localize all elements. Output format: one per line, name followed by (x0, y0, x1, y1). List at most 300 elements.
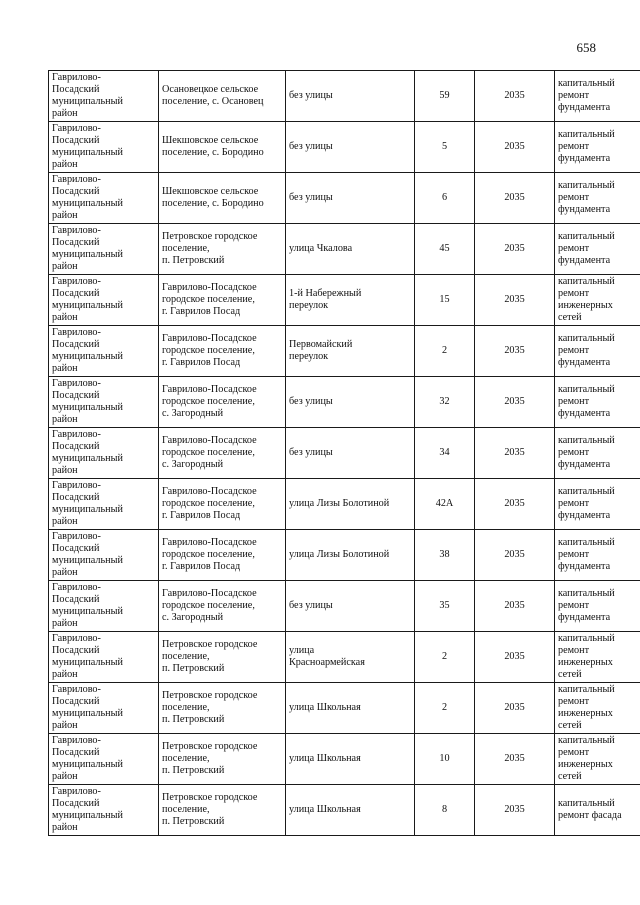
street-cell-line: без улицы (289, 192, 333, 203)
district-cell-line: Гаврилово- (52, 72, 101, 83)
settlement-cell-line: с. Загородный (162, 408, 224, 419)
street-cell (286, 734, 415, 785)
house-number-cell-text: 32 (439, 396, 450, 407)
district-cell-line: Посадский (52, 186, 100, 197)
district-cell-line: Посадский (52, 84, 100, 95)
street-cell-line: переулок (289, 351, 329, 362)
work-type-cell-line: капитальный (558, 798, 615, 809)
district-cell-line: Посадский (52, 441, 100, 452)
work-type-cell-line: капитальный (558, 231, 615, 242)
district-cell-line: Посадский (52, 288, 100, 299)
settlement-cell-line: Гаврилово-Посадское (162, 384, 257, 395)
work-type-cell (555, 122, 640, 173)
district-cell-line: район (52, 159, 78, 170)
house-number-cell-text: 38 (439, 549, 450, 560)
district-cell-line: район (52, 669, 78, 680)
street-cell-line: улица Лизы Болотиной (289, 498, 390, 509)
district-cell-line: Посадский (52, 237, 100, 248)
district-cell (49, 173, 159, 224)
year-cell (475, 224, 555, 275)
work-type-cell-line: сетей (558, 771, 582, 782)
work-type-cell-line: фундамента (558, 204, 611, 215)
settlement-cell-line: городское поселение, (162, 345, 255, 356)
street-cell (286, 632, 415, 683)
table-row (49, 632, 640, 683)
work-type-cell (555, 428, 640, 479)
settlement-cell-line: поселение, (162, 243, 210, 254)
work-type-cell-line: фундамента (558, 153, 611, 164)
work-type-cell-line: ремонт (558, 345, 590, 356)
work-type-cell-line: капитальный (558, 633, 615, 644)
settlement-cell-line: городское поселение, (162, 294, 255, 305)
district-cell-line: район (52, 210, 78, 221)
work-type-cell-line: ремонт (558, 645, 590, 656)
settlement-cell-line: г. Гаврилов Посад (162, 357, 241, 368)
table-row (49, 71, 640, 122)
district-cell-line: район (52, 414, 78, 425)
year-cell-text: 2035 (504, 294, 525, 305)
work-type-cell-line: капитальный (558, 735, 615, 746)
year-cell (475, 173, 555, 224)
district-cell-line: Посадский (52, 696, 100, 707)
work-type-cell-line: ремонт (558, 396, 590, 407)
year-cell-text: 2035 (504, 600, 525, 611)
street-cell-line: без улицы (289, 90, 333, 101)
district-cell-line: муниципальный (52, 810, 123, 821)
settlement-cell (159, 275, 286, 326)
district-cell-line: Посадский (52, 339, 100, 350)
house-number-cell-text: 5 (441, 141, 448, 152)
house-number-cell-text: 15 (439, 294, 450, 305)
year-cell (475, 581, 555, 632)
work-type-cell-line: фундамента (558, 612, 611, 623)
work-type-cell-line: капитальный (558, 276, 615, 287)
district-cell (49, 581, 159, 632)
work-type-cell-line: капитальный (558, 537, 615, 548)
year-cell-text: 2035 (504, 141, 525, 152)
district-cell (49, 479, 159, 530)
house-number-cell (415, 71, 475, 122)
year-cell (475, 683, 555, 734)
work-type-cell-line: сетей (558, 720, 582, 731)
street-cell (286, 224, 415, 275)
work-type-cell (555, 224, 640, 275)
street-cell-line: 1-й Набережный (289, 288, 362, 299)
work-type-cell (555, 632, 640, 683)
settlement-cell-line: городское поселение, (162, 396, 255, 407)
district-cell (49, 224, 159, 275)
street-cell (286, 479, 415, 530)
table-row (49, 683, 640, 734)
street-cell-line: улица Школьная (289, 753, 361, 764)
work-type-cell-line: фундамента (558, 357, 611, 368)
district-cell (49, 122, 159, 173)
district-cell-line: муниципальный (52, 708, 123, 719)
work-type-cell (555, 479, 640, 530)
settlement-cell-line: Петровское городское (162, 741, 258, 752)
table-row (49, 734, 640, 785)
house-number-cell-text: 8 (441, 804, 448, 815)
street-cell (286, 785, 415, 836)
settlement-cell (159, 530, 286, 581)
district-cell-line: муниципальный (52, 249, 123, 260)
settlement-cell-line: городское поселение, (162, 549, 255, 560)
settlement-cell-line: с. Загородный (162, 459, 224, 470)
district-cell-line: муниципальный (52, 555, 123, 566)
settlement-cell-line: п. Петровский (162, 255, 225, 266)
work-type-cell-line: ремонт фасада (558, 810, 622, 821)
settlement-cell-line: Шекшовское сельское (162, 135, 259, 146)
house-number-cell (415, 377, 475, 428)
year-cell (475, 275, 555, 326)
work-type-cell-line: фундамента (558, 102, 611, 113)
district-cell-line: Гаврилово- (52, 378, 101, 389)
year-cell (475, 785, 555, 836)
work-type-cell-line: капитальный (558, 333, 615, 344)
street-cell (286, 683, 415, 734)
district-cell (49, 785, 159, 836)
work-type-cell-line: сетей (558, 312, 582, 323)
settlement-cell (159, 734, 286, 785)
district-cell-line: муниципальный (52, 351, 123, 362)
district-cell (49, 71, 159, 122)
work-type-cell-line: фундамента (558, 255, 611, 266)
district-cell-line: Гаврилово- (52, 582, 101, 593)
settlement-cell-line: Шекшовское сельское (162, 186, 259, 197)
work-type-cell (555, 173, 640, 224)
settlement-cell-line: Петровское городское (162, 690, 258, 701)
settlement-cell-line: п. Петровский (162, 714, 225, 725)
district-cell-line: Посадский (52, 594, 100, 605)
year-cell (475, 122, 555, 173)
repair-schedule-table (48, 70, 640, 836)
settlement-cell-line: Гаврилово-Посадское (162, 486, 257, 497)
table-row (49, 224, 640, 275)
district-cell-line: муниципальный (52, 453, 123, 464)
work-type-cell-line: ремонт (558, 141, 590, 152)
settlement-cell (159, 479, 286, 530)
settlement-cell (159, 581, 286, 632)
work-type-cell-line: ремонт (558, 243, 590, 254)
house-number-cell (415, 785, 475, 836)
year-cell-text: 2035 (504, 90, 525, 101)
settlement-cell-line: с. Загородный (162, 612, 224, 623)
district-cell-line: муниципальный (52, 504, 123, 515)
district-cell-line: Гаврилово- (52, 735, 101, 746)
settlement-cell-line: п. Петровский (162, 663, 225, 674)
street-cell (286, 173, 415, 224)
year-cell-text: 2035 (504, 804, 525, 815)
house-number-cell (415, 275, 475, 326)
work-type-cell-line: фундамента (558, 459, 611, 470)
district-cell-line: Гаврилово- (52, 225, 101, 236)
district-cell-line: район (52, 618, 78, 629)
district-cell (49, 428, 159, 479)
house-number-cell (415, 326, 475, 377)
table-row (49, 581, 640, 632)
street-cell (286, 530, 415, 581)
work-type-cell-line: ремонт (558, 747, 590, 758)
house-number-cell (415, 224, 475, 275)
year-cell-text: 2035 (504, 243, 525, 254)
settlement-cell-line: городское поселение, (162, 600, 255, 611)
table-row (49, 428, 640, 479)
district-cell-line: муниципальный (52, 759, 123, 770)
district-cell-line: муниципальный (52, 198, 123, 209)
work-type-cell-line: ремонт (558, 600, 590, 611)
district-cell (49, 683, 159, 734)
district-cell-line: район (52, 516, 78, 527)
house-number-cell (415, 581, 475, 632)
work-type-cell (555, 275, 640, 326)
work-type-cell-line: инженерных (558, 708, 613, 719)
settlement-cell-line: поселение, с. Бородино (162, 198, 264, 209)
settlement-cell-line: Гаврилово-Посадское (162, 435, 257, 446)
street-cell (286, 428, 415, 479)
house-number-cell (415, 479, 475, 530)
street-cell-line: улица Лизы Болотиной (289, 549, 390, 560)
work-type-cell-line: инженерных (558, 657, 613, 668)
house-number-cell (415, 632, 475, 683)
settlement-cell-line: Гаврилово-Посадское (162, 282, 257, 293)
district-cell-line: Гаврилово- (52, 684, 101, 695)
work-type-cell-line: фундамента (558, 561, 611, 572)
house-number-cell-text: 34 (439, 447, 450, 458)
work-type-cell-line: ремонт (558, 90, 590, 101)
work-type-cell-line: ремонт (558, 447, 590, 458)
year-cell (475, 377, 555, 428)
district-cell-line: район (52, 720, 78, 731)
settlement-cell-line: городское поселение, (162, 498, 255, 509)
house-number-cell-text: 42А (435, 498, 454, 509)
work-type-cell-line: капитальный (558, 588, 615, 599)
district-cell-line: Гаврилово- (52, 276, 101, 287)
year-cell-text: 2035 (504, 702, 525, 713)
house-number-cell (415, 734, 475, 785)
street-cell-line: улица (289, 645, 315, 656)
work-type-cell-line: фундамента (558, 408, 611, 419)
settlement-cell-line: г. Гаврилов Посад (162, 510, 241, 521)
work-type-cell (555, 683, 640, 734)
settlement-cell (159, 122, 286, 173)
table-row (49, 377, 640, 428)
year-cell (475, 632, 555, 683)
district-cell-line: Гаврилово- (52, 480, 101, 491)
year-cell (475, 734, 555, 785)
settlement-cell (159, 632, 286, 683)
settlement-cell-line: Петровское городское (162, 639, 258, 650)
house-number-cell-text: 6 (441, 192, 448, 203)
settlement-cell (159, 71, 286, 122)
district-cell-line: Гаврилово- (52, 429, 101, 440)
house-number-cell (415, 530, 475, 581)
street-cell-line: без улицы (289, 447, 333, 458)
work-type-cell (555, 377, 640, 428)
settlement-cell-line: Гаврилово-Посадское (162, 588, 257, 599)
house-number-cell (415, 428, 475, 479)
district-cell-line: Гаврилово- (52, 786, 101, 797)
year-cell (475, 71, 555, 122)
settlement-cell-line: г. Гаврилов Посад (162, 306, 241, 317)
year-cell-text: 2035 (504, 192, 525, 203)
table-row (49, 122, 640, 173)
street-cell-line: Красноармейская (289, 657, 365, 668)
house-number-cell-text: 2 (441, 651, 448, 662)
table-body (49, 71, 640, 836)
work-type-cell-line: капитальный (558, 180, 615, 191)
work-type-cell-line: сетей (558, 669, 582, 680)
district-cell-line: Посадский (52, 747, 100, 758)
settlement-cell (159, 326, 286, 377)
street-cell (286, 326, 415, 377)
settlement-cell-line: Петровское городское (162, 792, 258, 803)
settlement-cell (159, 785, 286, 836)
settlement-cell-line: поселение, с. Бородино (162, 147, 264, 158)
work-type-cell-line: инженерных (558, 759, 613, 770)
table-row (49, 173, 640, 224)
district-cell-line: Гаврилово- (52, 174, 101, 185)
street-cell (286, 275, 415, 326)
street-cell-line: улица Школьная (289, 804, 361, 815)
district-cell-line: муниципальный (52, 300, 123, 311)
work-type-cell-line: капитальный (558, 129, 615, 140)
district-cell (49, 734, 159, 785)
work-type-cell-line: капитальный (558, 684, 615, 695)
work-type-cell (555, 734, 640, 785)
year-cell (475, 326, 555, 377)
district-cell-line: район (52, 567, 78, 578)
settlement-cell-line: поселение, с. Осановец (162, 96, 264, 107)
district-cell-line: Посадский (52, 798, 100, 809)
settlement-cell (159, 377, 286, 428)
year-cell-text: 2035 (504, 396, 525, 407)
district-cell (49, 530, 159, 581)
district-cell-line: район (52, 465, 78, 476)
year-cell-text: 2035 (504, 447, 525, 458)
street-cell-line: улица Чкалова (289, 243, 353, 254)
street-cell-line: без улицы (289, 396, 333, 407)
settlement-cell-line: г. Гаврилов Посад (162, 561, 241, 572)
house-number-cell (415, 173, 475, 224)
street-cell-line: Первомайский (289, 339, 353, 350)
house-number-cell-text: 59 (439, 90, 450, 101)
street-cell (286, 71, 415, 122)
year-cell (475, 479, 555, 530)
year-cell-text: 2035 (504, 651, 525, 662)
house-number-cell-text: 10 (439, 753, 450, 764)
work-type-cell-line: ремонт (558, 549, 590, 560)
page-number: 658 (576, 40, 596, 55)
work-type-cell (555, 71, 640, 122)
district-cell-line: район (52, 312, 78, 323)
district-cell-line: Посадский (52, 645, 100, 656)
district-cell-line: Посадский (52, 492, 100, 503)
street-cell (286, 581, 415, 632)
table-row (49, 275, 640, 326)
year-cell-text: 2035 (504, 345, 525, 356)
district-cell-line: Посадский (52, 390, 100, 401)
work-type-cell-line: ремонт (558, 696, 590, 707)
settlement-cell (159, 224, 286, 275)
house-number-cell (415, 683, 475, 734)
work-type-cell-line: капитальный (558, 435, 615, 446)
house-number-cell (415, 122, 475, 173)
house-number-cell-text: 2 (441, 345, 448, 356)
settlement-cell (159, 428, 286, 479)
work-type-cell (555, 581, 640, 632)
district-cell (49, 275, 159, 326)
district-cell (49, 632, 159, 683)
table-row (49, 326, 640, 377)
settlement-cell (159, 173, 286, 224)
settlement-cell-line: Гаврилово-Посадское (162, 333, 257, 344)
district-cell (49, 326, 159, 377)
district-cell-line: муниципальный (52, 402, 123, 413)
district-cell-line: район (52, 363, 78, 374)
district-cell-line: муниципальный (52, 147, 123, 158)
year-cell (475, 530, 555, 581)
work-type-cell-line: ремонт (558, 498, 590, 509)
street-cell-line: переулок (289, 300, 329, 311)
work-type-cell-line: ремонт (558, 288, 590, 299)
district-cell-line: район (52, 771, 78, 782)
settlement-cell-line: поселение, (162, 804, 210, 815)
street-cell-line: без улицы (289, 141, 333, 152)
settlement-cell-line: поселение, (162, 702, 210, 713)
year-cell-text: 2035 (504, 753, 525, 764)
district-cell-line: район (52, 261, 78, 272)
year-cell-text: 2035 (504, 549, 525, 560)
settlement-cell-line: Осановецкое сельское (162, 84, 259, 95)
table-row (49, 530, 640, 581)
settlement-cell-line: поселение, (162, 651, 210, 662)
district-cell-line: Посадский (52, 543, 100, 554)
street-cell-line: улица Школьная (289, 702, 361, 713)
work-type-cell (555, 530, 640, 581)
year-cell (475, 428, 555, 479)
work-type-cell-line: капитальный (558, 384, 615, 395)
settlement-cell-line: п. Петровский (162, 765, 225, 776)
district-cell (49, 377, 159, 428)
work-type-cell-line: инженерных (558, 300, 613, 311)
work-type-cell-line: фундамента (558, 510, 611, 521)
district-cell-line: Гаврилово- (52, 123, 101, 134)
street-cell-line: без улицы (289, 600, 333, 611)
settlement-cell-line: Петровское городское (162, 231, 258, 242)
settlement-cell (159, 683, 286, 734)
house-number-cell-text: 2 (441, 702, 448, 713)
district-cell-line: Гаврилово- (52, 633, 101, 644)
work-type-cell (555, 785, 640, 836)
street-cell (286, 122, 415, 173)
settlement-cell-line: городское поселение, (162, 447, 255, 458)
district-cell-line: район (52, 822, 78, 833)
settlement-cell-line: поселение, (162, 753, 210, 764)
settlement-cell-line: Гаврилово-Посадское (162, 537, 257, 548)
house-number-cell-text: 35 (439, 600, 450, 611)
district-cell-line: район (52, 108, 78, 119)
district-cell-line: Гаврилово- (52, 531, 101, 542)
district-cell-line: муниципальный (52, 657, 123, 668)
year-cell-text: 2035 (504, 498, 525, 509)
district-cell-line: муниципальный (52, 606, 123, 617)
district-cell-line: муниципальный (52, 96, 123, 107)
settlement-cell-line: п. Петровский (162, 816, 225, 827)
table-row (49, 785, 640, 836)
work-type-cell-line: капитальный (558, 78, 615, 89)
street-cell (286, 377, 415, 428)
table-row (49, 479, 640, 530)
